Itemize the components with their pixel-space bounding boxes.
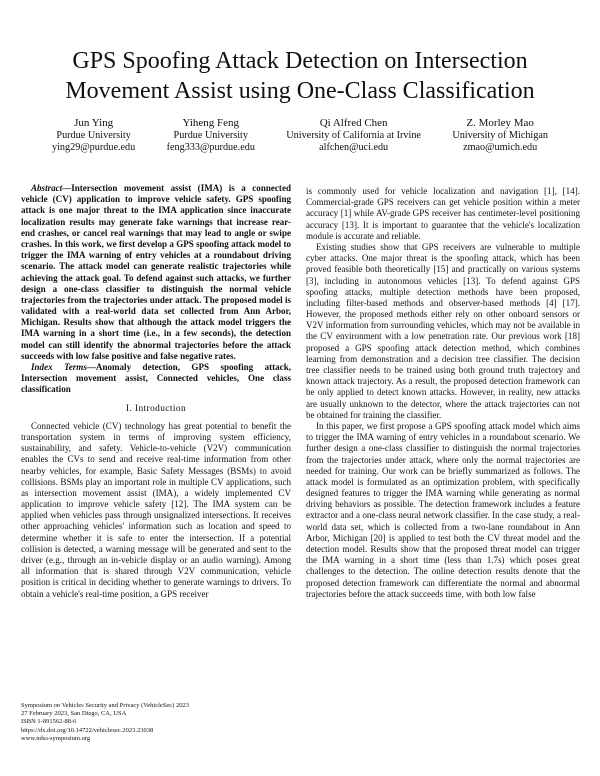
author-email: alfchen@uci.edu	[319, 142, 389, 154]
author-block	[167, 117, 255, 154]
abstract	[21, 183, 291, 362]
body-paragraph-2: Existing studies show that GPS receivers are vulnerable to multiple cyber attacks. One major threat is the spoofing attack, which has been proved feasible both theoretically [15] and practically on various systems [3], including in autonomous vehicles [13]. To defend against GPS spoofing attacks, multiple detection methods have been proposed, including filter-based methods and observer-based methods [4] [17]. However, the proposed methods either rely on other onboard sensors or V2V information from surrounding vehicles, which may not be available in the CV environment with a low penetration rate. Our previous work [18] proposed a GPS spoofing attack detection method, which combines learning from demonstration and a decision tree classifier. The decision tree classifier needs to be trained using both ground truth trajectory and known attack trajectory. As a result, the proposed detection framework can be only applied to detect known attacks. However, in reality, new attacks are usually unknown to the detector, where the attack trajectories can not be obtained for training the classifier.	[306, 241, 580, 420]
author-affiliation: University of California at Irvine	[286, 130, 421, 141]
left-column	[21, 183, 291, 600]
paper-title	[0, 46, 600, 106]
author-email: feng333@purdue.edu	[166, 142, 255, 154]
footnote-line: ISBN 1-891562-88-6	[21, 718, 77, 726]
abstract-lead: Abstract	[31, 183, 63, 193]
author-name: Jun Ying	[74, 117, 114, 129]
author-block	[52, 117, 135, 154]
intro-paragraph: Connected vehicle (CV) technology has great potential to benefit the transportation system in terms of improving system efficiency, sustainability, and safety. Vehicle-to-vehicle (V2V) communication enables the CVs to send and receive real-time information from other nearby vehicles, for example, Basic Safety Messages (BSMs) to avoid collisions. BSMs play an important role in multiple CV applications, such as intersection movement assist (IMA), a widely implemented CV application to improve vehicle safety [12]. The IMA system can be applied when vehicles pass through unsignalized intersections. It receives other approaching vehicles' information such as location and speed to determine whether it is safe to enter the intersection. If a potential collision is detected, a warning message will be generated and sent to the driver (e.g., through an in-vehicle display or an audio warning). Among all information that is shared through V2V communication, vehicle position is critical in deciding whether to generate warnings to drivers. To obtain a vehicle's real-time position, a GPS receiver	[21, 420, 291, 599]
author-affiliation: Purdue University	[56, 130, 131, 141]
index-terms	[21, 362, 291, 396]
author-list	[52, 117, 548, 154]
body-paragraph-1: is commonly used for vehicle localization and navigation [1], [14]. Commercial-grade GPS receivers can get vehicle position within a meter accuracy [1] while AV-grade GPS receiver has centimeter-level positioning accuracy [13]. It is important to guarantee that the vehicle's localization module is accurate and reliable.	[306, 186, 580, 241]
footnote-line: 27 February 2023, San Diego, CA, USA	[21, 710, 127, 718]
footnote-doi-link[interactable]: https://dx.doi.org/10.14722/vehiclesec.2023.23038	[21, 726, 154, 734]
author-name: Yiheng Feng	[182, 117, 240, 129]
author-affiliation: Purdue University	[173, 130, 248, 141]
author-email: zmao@umich.edu	[463, 142, 538, 154]
title-line-2: Movement Assist using One-Class Classification	[65, 78, 535, 104]
abstract-text: —Intersection movement assist (IMA) is a connected vehicle (CV) application to improve vehicle safety. GPS spoofing attack is one major threat to the IMA application since inaccurate localization results may generate fake warnings that increase rear-end crashes, or cancel real warnings that may lead to angle or swipe crashes. In this work, we first develop a GPS spoofing attack model to trigger the IMA warning of entry vehicles at a roundabout driving scenario. The attack model can generate realistic trajectories while achieving the attack goal. To defend against such attacks, we further design a one-class classifier to distinguish the normal vehicle trajectories from the trajectories under attack. The proposed model is validated with a real-world data set collected from Ann Arbor, Michigan. Results show that although the attack model triggers the IMA warning in a short time (i.e., in a few seconds), the detection model can still identify the abnormal trajectories before the attack succeeds with low false positive and false negative rates.	[21, 183, 291, 361]
body-paragraph-3: In this paper, we first propose a GPS spoofing attack model which aims to trigger the IMA warning of entry vehicles in a roundabout scenario. We further design a one-class classifier to distinguish the normal trajectories from the trajectories under attack, where only the normal trajectories are needed for training. Our work can be briefly summarized as follows. The attack model is formulated as an optimization problem, with specifically designed features to trigger the IMA warning while generating as normal driving behaviors as possible. The detection framework includes a feature extractor and a one-class neural network classifier. In the case study, a real-world data set, which is collected from a two-lane roundabout in Ann Arbor, Michigan [20] is applied to test both the CV threat model and the detection model. Results show that the proposed threat model can trigger the IMA warning in a short time (less than 1.7s) which poses great challenges to the detection. The online detection results denote that the proposed detection framework can differentiate the normal and abnormal trajectories before the attack succeeds time, with both low false	[306, 420, 580, 599]
section-heading-introduction: I. Introduction	[125, 403, 187, 414]
title-line-1: GPS Spoofing Attack Detection on Intersection	[72, 48, 528, 74]
right-column	[306, 186, 580, 600]
footnote-line: Symposium on Vehicles Security and Privacy (VehicleSec) 2023	[21, 702, 189, 709]
conference-footnote	[21, 702, 291, 743]
footnote-website-link[interactable]: www.ndss-symposium.org	[21, 734, 91, 742]
author-affiliation: University of Michigan	[452, 130, 548, 141]
author-block	[452, 117, 548, 154]
author-block	[286, 117, 421, 154]
author-name: Qi Alfred Chen	[319, 117, 388, 129]
index-terms-lead: Index Terms	[31, 362, 87, 372]
author-name: Z. Morley Mao	[466, 117, 534, 129]
author-email: ying29@purdue.edu	[52, 142, 136, 154]
index-terms-text: —Anomaly detection, GPS spoofing attack, Intersection movement assist, Connected vehicles, One class classification	[21, 362, 291, 395]
